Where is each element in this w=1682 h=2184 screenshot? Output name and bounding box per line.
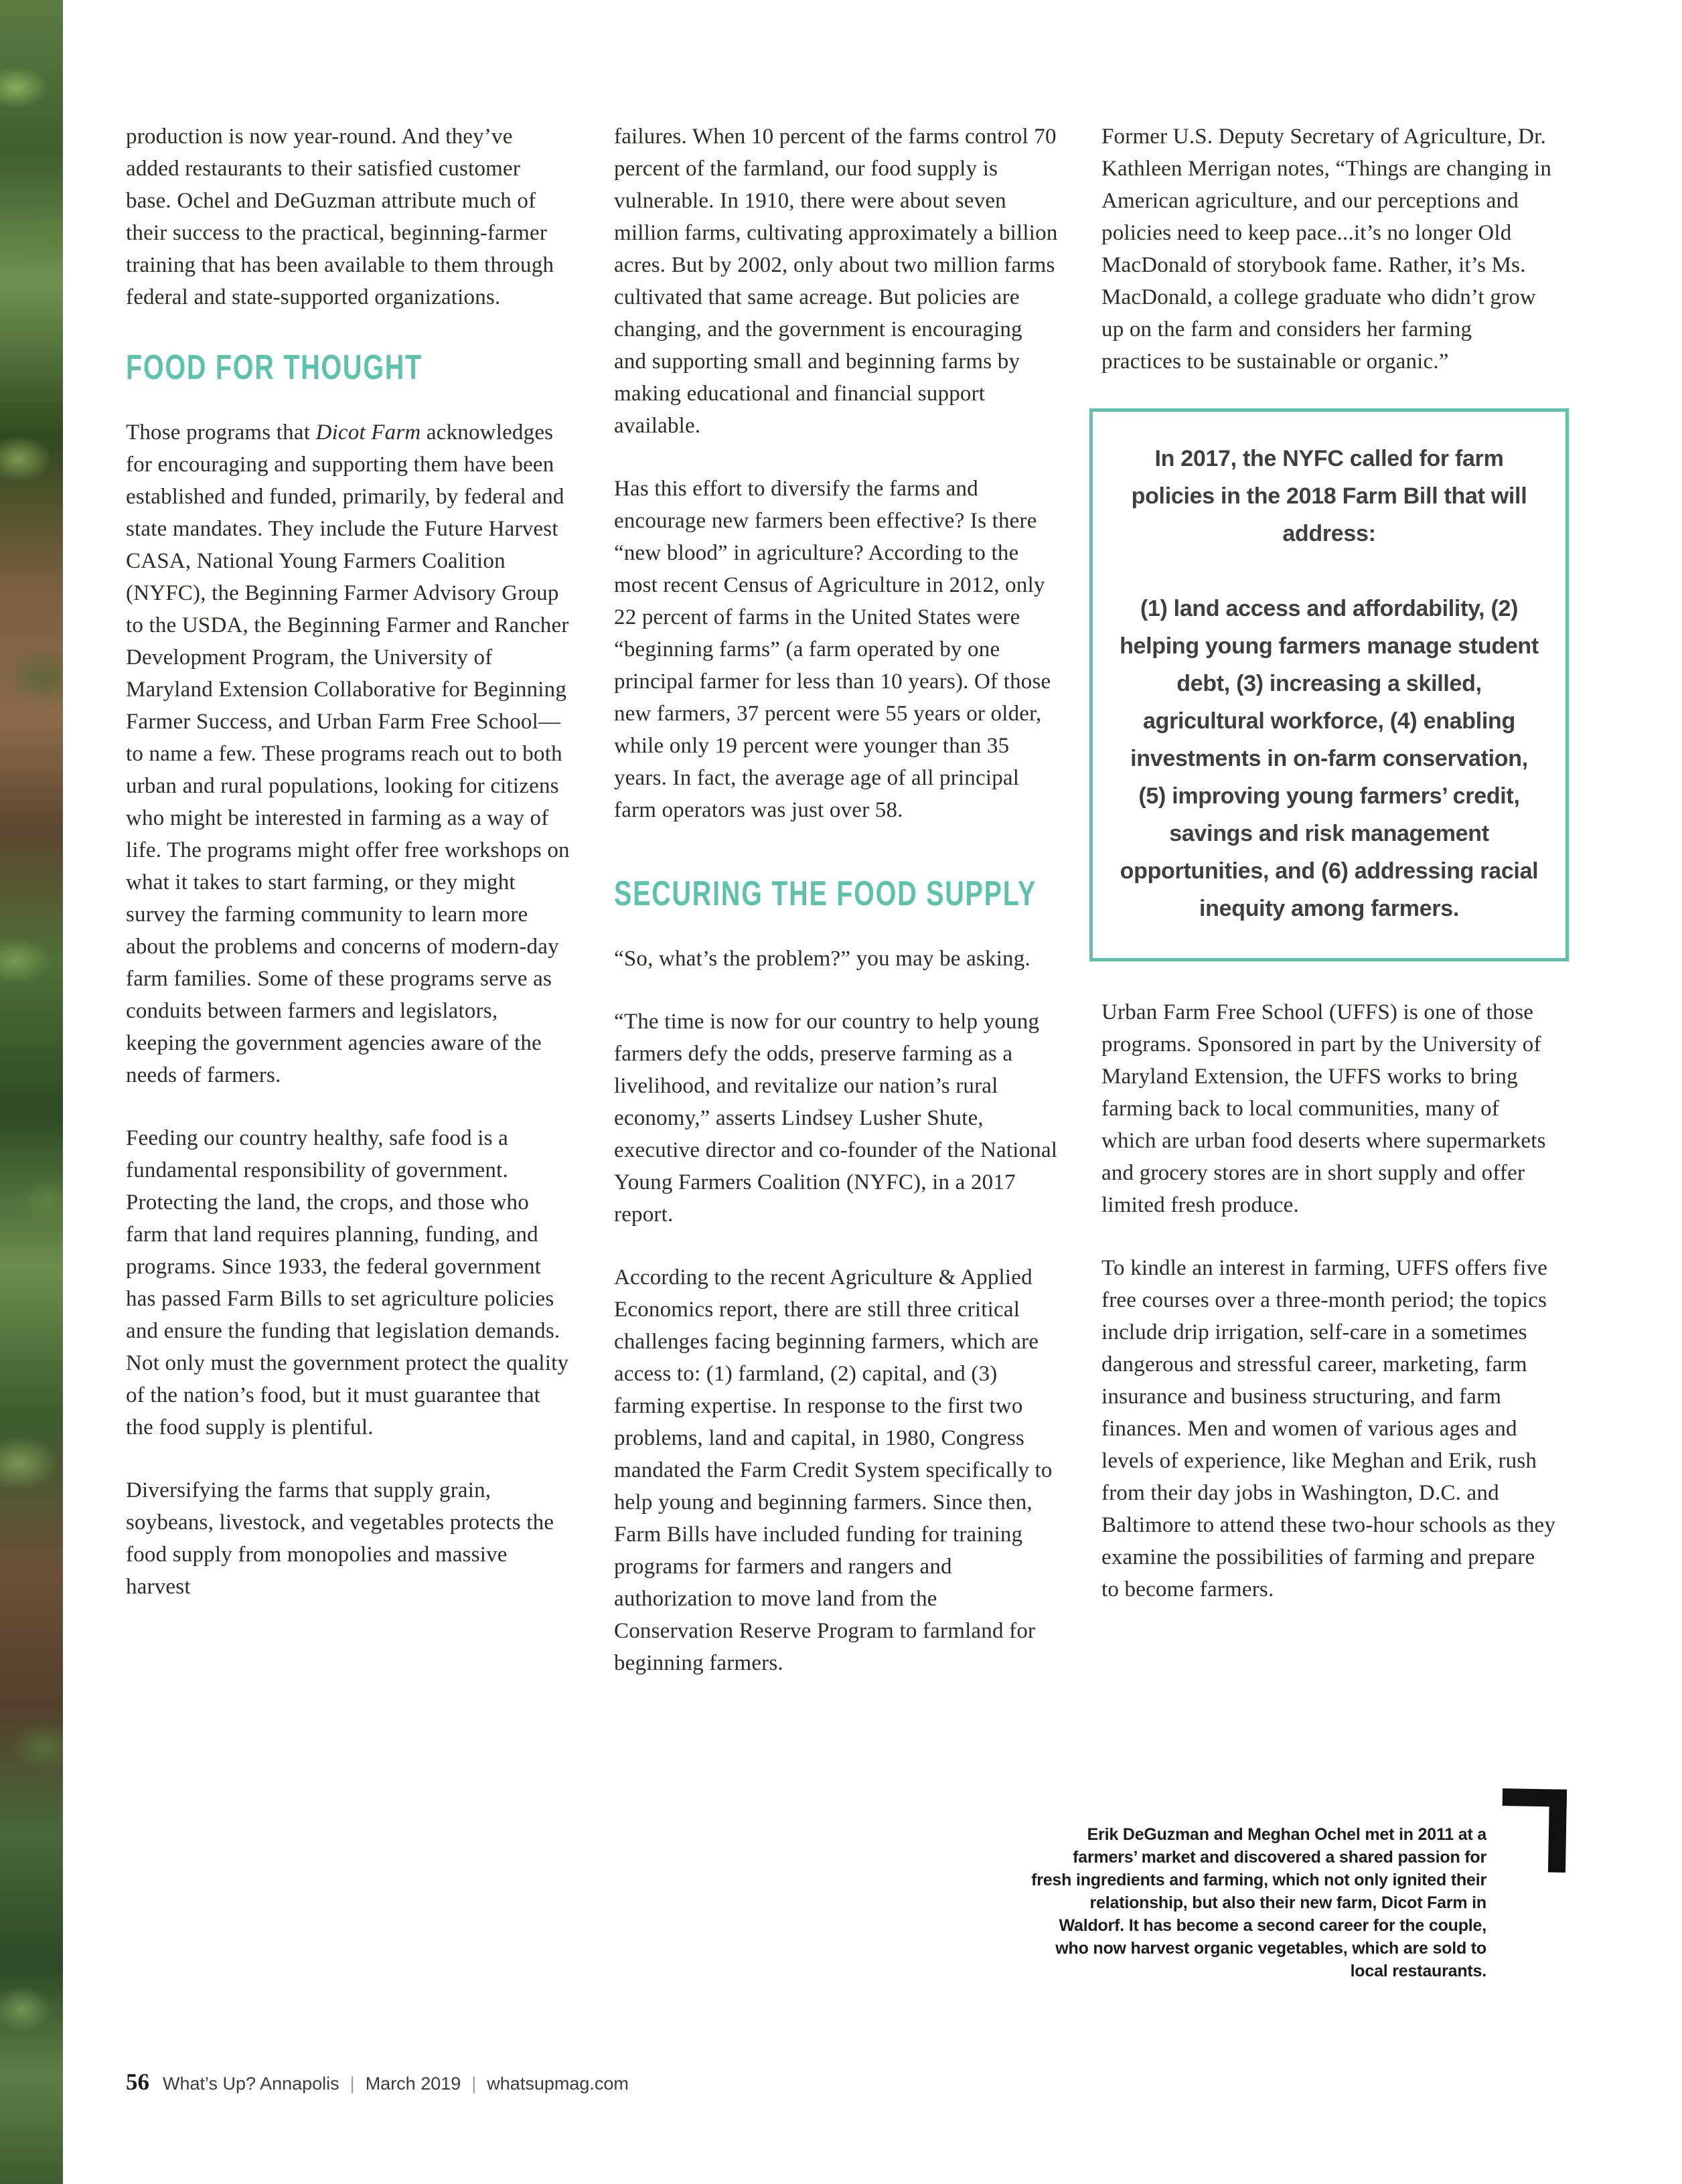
caption-corner-bracket-graphic <box>1501 1788 1567 1873</box>
paragraph: Urban Farm Free School (UFFS) is one of those programs. Sponsored in part by the University of Maryland Extension, the UFFS works to bring farming back to local communities, many of which are urban food deserts where supermarkets and grocery stores are in short supply and offer limited fresh produce. <box>1101 1000 1546 1217</box>
left-edge-plant-photo <box>0 0 63 2184</box>
pull-quote-intro: In 2017, the NYFC called for farm policies in the 2018 Farm Bill that will address: <box>1131 446 1527 546</box>
paragraph: Former U.S. Deputy Secretary of Agriculture, Dr. Kathleen Merrigan notes, “Things are changing in American agriculture, and our perceptions and policies need to keep pace...it’s no longer Old MacDonald of storybook fame. Rather, it’s Ms. MacDonald, a college graduate who didn’t grow up on the farm and considers her farming practices to be sustainable or organic.” <box>1101 125 1552 374</box>
paragraph-text: Those programs that <box>126 420 316 445</box>
paragraph: Has this effort to diversify the farms and encourage new farmers been effective? Is there “new blood” in agriculture? According to the most recent Census of Agriculture in 2012, only 22 percent of farms in the United States were “beginning farms” (a farm operated by one principal farmer for less than 10 years). Of those new farmers, 37 percent were 55 years or older, while only 19 percent were younger than 35 years. In fact, the average age of all principal farm operators was just over 58. <box>614 477 1051 822</box>
section-heading-securing-the-food-supply: SECURING THE FOOD SUPPLY <box>614 873 1037 913</box>
footer-separator: | <box>350 2074 355 2094</box>
page-footer <box>126 2069 629 2096</box>
paragraph: failures. When 10 percent of the farms control 70 percent of the farmland, our food supply is vulnerable. In 1910, there were about seven million farms, cultivating approximately a billion acres. But by 2002, only about two million farms cultivated that same acreage. But policies are changing, and the government is encouraging and supporting small and beginning farms by making educational and financial support available. <box>614 125 1058 438</box>
paragraph-text: acknowledges for encouraging and supporting them have been established and funded, primarily, by federal and state mandates. They include the Future Harvest CASA, National Young Farmers Coalition (NYFC), the Beginning Farmer Advisory Group to the USDA, the Beginning Farmer and Rancher Development Program, the University of Maryland Extension Collaborative for Beginning Farmer Success, and Urban Farm Free School—to name a few. These programs reach out to both urban and rural populations, looking for citizens who might be interested in farming as a way of life. The programs might offer free workshops on what it takes to start farming, or they might survey the farming community to learn more about the problems and concerns of modern-day farm families. Some of these programs serve as conduits between farmers and legislators, keeping the government agencies aware of the needs of farmers. <box>126 420 570 1088</box>
magazine-name: What’s Up? Annapolis <box>163 2074 339 2094</box>
paragraph: “The time is now for our country to help young farmers defy the odds, preserve farming as a livelihood, and revitalize our nation’s rural economy,” asserts Lindsey Lusher Shute, executive director and co-founder of the National Young Farmers Coalition (NYFC), in a 2017 report. <box>614 1010 1058 1227</box>
footer-separator: | <box>471 2074 477 2094</box>
paragraph: Diversifying the farms that supply grain, soybeans, livestock, and vegetables protects the food supply from monopolies and massive harvest <box>126 1478 554 1600</box>
section-heading-food-for-thought: FOOD FOR THOUGHT <box>126 347 423 387</box>
column-3 <box>1101 121 1557 1606</box>
issue-date: March 2019 <box>365 2074 461 2094</box>
column-2 <box>614 121 1059 1679</box>
paragraph: “So, what’s the problem?” you may be asking. <box>614 947 1030 971</box>
paragraph <box>126 416 571 1091</box>
pull-quote-list: (1) land access and affordability, (2) helping young farmers manage student debt, (3) increasing a skilled, agricultural workforce, (4) enabling investments in on-farm conservation, (5) improving young farmers’ credit, savings and risk management opportunities, and (6) addressing racial inequity among farmers. <box>1120 596 1539 921</box>
paragraph: To kindle an interest in farming, UFFS offers five free courses over a three-month period; the topics include drip irrigation, self-care in a sometimes dangerous and stressful career, marketing, farm insurance and business structuring, and farm finances. Men and women of various ages and levels of experience, like Meghan and Erik, rush from their day jobs in Washington, D.C. and Baltimore to attend these two-hour schools as they examine the possibilities of farming and prepare to become farmers. <box>1101 1256 1556 1602</box>
page-number: 56 <box>126 2069 149 2095</box>
nyfc-pull-quote-box <box>1089 408 1569 961</box>
website-url: whatsupmag.com <box>487 2074 629 2094</box>
paragraph: Feeding our country healthy, safe food is a fundamental responsibility of government. Protecting the land, the crops, and those who farm that land requires planning, funding, and programs. Since 1933, the federal government has passed Farm Bills to set agriculture policies and ensure the funding that legislation demands. Not only must the government protect the quality of the nation’s food, but it must guarantee that the food supply is plentiful. <box>126 1126 569 1440</box>
column-1 <box>126 121 571 1603</box>
paragraph: According to the recent Agriculture & Applied Economics report, there are still three critical challenges facing beginning farmers, which are access to: (1) farmland, (2) capital, and (3) farming expertise. In response to the first two problems, land and capital, in 1980, Congress mandated the Farm Credit System specifically to help young and beginning farmers. Since then, Farm Bills have included funding for training programs for farmers and rangers and authorization to move land from the Conservation Reserve Program to farmland for beginning farmers. <box>614 1265 1053 1676</box>
paragraph: production is now year-round. And they’ve added restaurants to their satisfied customer base. Ochel and DeGuzman attribute much of their success to the practical, beginning-farmer training that has been available to them through federal and state-supported organizations. <box>126 125 554 309</box>
farm-name-italic: Dicot Farm <box>315 420 421 445</box>
photo-caption: Erik DeGuzman and Meghan Ochel met in 2011 at a farmers’ market and discovered a shared passion for fresh ingredients and farming, which not only ignited their relationship, but also their new farm, Dicot Farm in Waldorf. It has become a second career for the couple, who now harvest organic vegetables, which are sold to local restaurants. <box>1031 1825 1486 1980</box>
